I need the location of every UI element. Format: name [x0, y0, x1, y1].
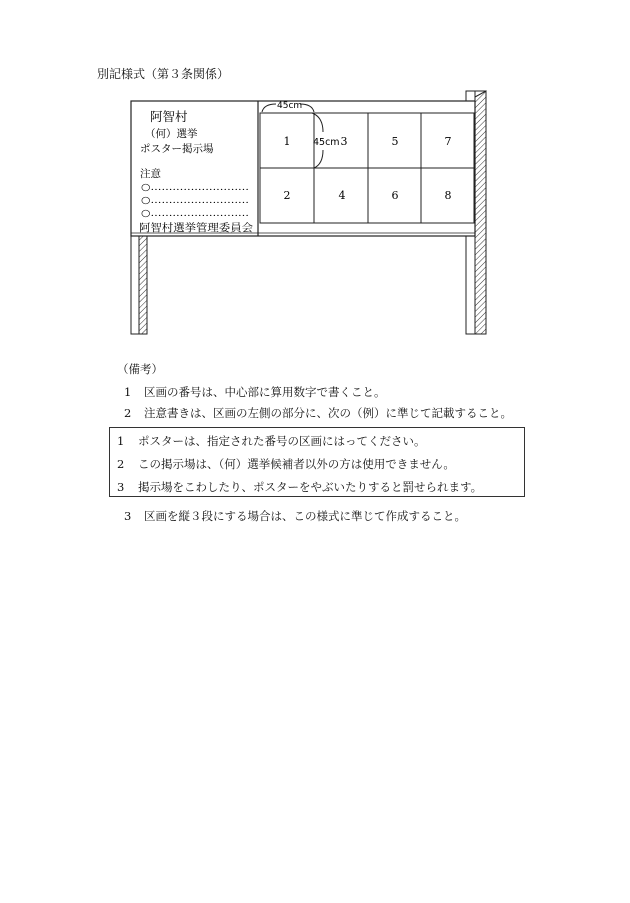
note-text: 区画の番号は、中心部に算用数字で書くこと。 — [144, 385, 386, 399]
caution-label: 注意 — [140, 168, 161, 180]
example-item — [117, 479, 482, 495]
note-item — [124, 405, 512, 421]
right-post-shade — [475, 91, 486, 334]
notes-heading: （備考） — [117, 362, 163, 376]
village-name: 阿智村 — [150, 109, 188, 124]
election-name: （何）選挙 — [145, 128, 198, 140]
slot-number: 1 — [283, 135, 291, 148]
note-text: 注意書きは、区画の左側の部分に、次の（例）に準じて記載すること。 — [144, 406, 512, 420]
slot-number: 5 — [391, 135, 399, 148]
left-post — [131, 236, 139, 334]
example-number: 1 — [117, 434, 125, 448]
note-number: 3 — [124, 509, 132, 523]
note-item — [124, 384, 386, 400]
caution-line: ○……………………… — [141, 208, 249, 219]
slot-number: 7 — [444, 135, 452, 148]
example-number: 3 — [117, 480, 125, 494]
example-item — [117, 433, 426, 449]
board-name: ポスター掲示場 — [140, 143, 214, 155]
left-post-shade — [139, 236, 147, 334]
slot-number: 3 — [340, 135, 348, 148]
example-text: この掲示場は、（何）選挙候補者以外の方は使用できません。 — [138, 457, 455, 471]
caution-line: ○……………………… — [141, 195, 249, 206]
example-text: 掲示場をこわしたり、ポスターをやぶいたりすると罰せられます。 — [138, 480, 483, 494]
example-item — [117, 456, 455, 472]
note-item — [124, 508, 466, 524]
note-number: 2 — [124, 406, 132, 420]
page-title: 別記様式（第３条関係） — [97, 67, 230, 81]
right-post — [466, 236, 475, 334]
width-dimension: 45cm — [277, 101, 303, 111]
committee-name: 阿智村選挙管理委員会 — [139, 222, 244, 234]
example-text: ポスターは、指定された番号の区画にはってください。 — [138, 434, 426, 448]
example-number: 2 — [117, 457, 125, 471]
slot-number: 2 — [283, 189, 291, 202]
note-number: 1 — [124, 385, 132, 399]
slot-number: 8 — [444, 189, 452, 202]
slot-number: 4 — [338, 189, 346, 202]
height-dimension: 45cm — [313, 137, 340, 148]
note-text: 区画を縦３段にする場合は、この様式に準じて作成すること。 — [144, 509, 466, 523]
caution-line: ○……………………… — [141, 182, 249, 193]
slot-number: 6 — [391, 189, 399, 202]
